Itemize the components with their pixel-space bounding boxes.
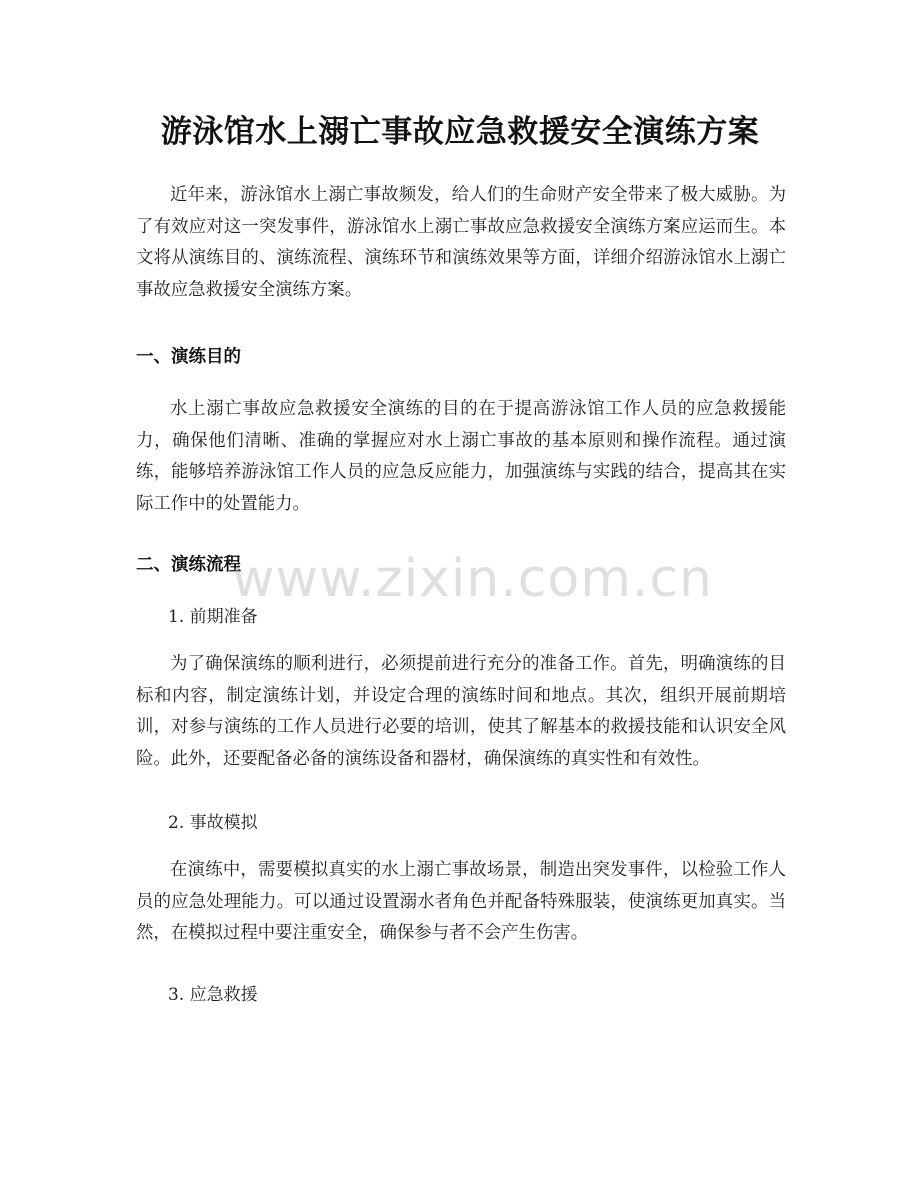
- preparation-paragraph: 为了确保演练的顺利进行，必须提前进行充分的准备工作。首先，明确演练的目标和内容，制定演练计划，并设定合理的演练时间和地点。其次，组织开展前期培训，对参与演练的工作人员进行必要的培训，使其了解基本的救援技能和认识安全风险。此外，还要配备必备的演练设备和器材，确保演练的真实性和有效性。: [136, 654, 786, 769]
- step-title-rescue: 3. 应急救援: [168, 985, 258, 1005]
- intro-paragraph: 近年来，游泳馆水上溺亡事故频发，给人们的生命财产安全带来了极大威胁。为了有效应对这一突发事件，游泳馆水上溺亡事故应急救援安全演练方案应运而生。本文将从演练目的、演练流程、演练环节和演练效果等方面，详细介绍游泳馆水上溺亡事故应急救援安全演练方案。: [136, 185, 786, 300]
- section-heading-purpose: 一、演练目的: [136, 347, 241, 367]
- simulation-paragraph: 在演练中，需要模拟真实的水上溺亡事故场景，制造出突发事件，以检验工作人员的应急处理能力。可以通过设置溺水者角色并配备特殊服装，使演练更加真实。当然，在模拟过程中要注重安全，确保参与者不会产生伤害。: [136, 860, 786, 943]
- step-title-preparation: 1. 前期准备: [168, 607, 258, 627]
- section-heading-process: 二、演练流程: [136, 555, 241, 575]
- watermark: www.zixin.com.cn: [232, 549, 713, 609]
- purpose-paragraph: 水上溺亡事故应急救援安全演练的目的在于提高游泳馆工作人员的应急救援能力，确保他们清晰、准确的掌握应对水上溺亡事故的基本原则和操作流程。通过演练，能够培养游泳馆工作人员的应急反应能力，加强演练与实践的结合，提高其在实际工作中的处置能力。: [136, 399, 786, 514]
- step-title-simulation: 2. 事故模拟: [168, 813, 258, 833]
- document-title: 游泳馆水上溺亡事故应急救援安全演练方案: [160, 114, 760, 150]
